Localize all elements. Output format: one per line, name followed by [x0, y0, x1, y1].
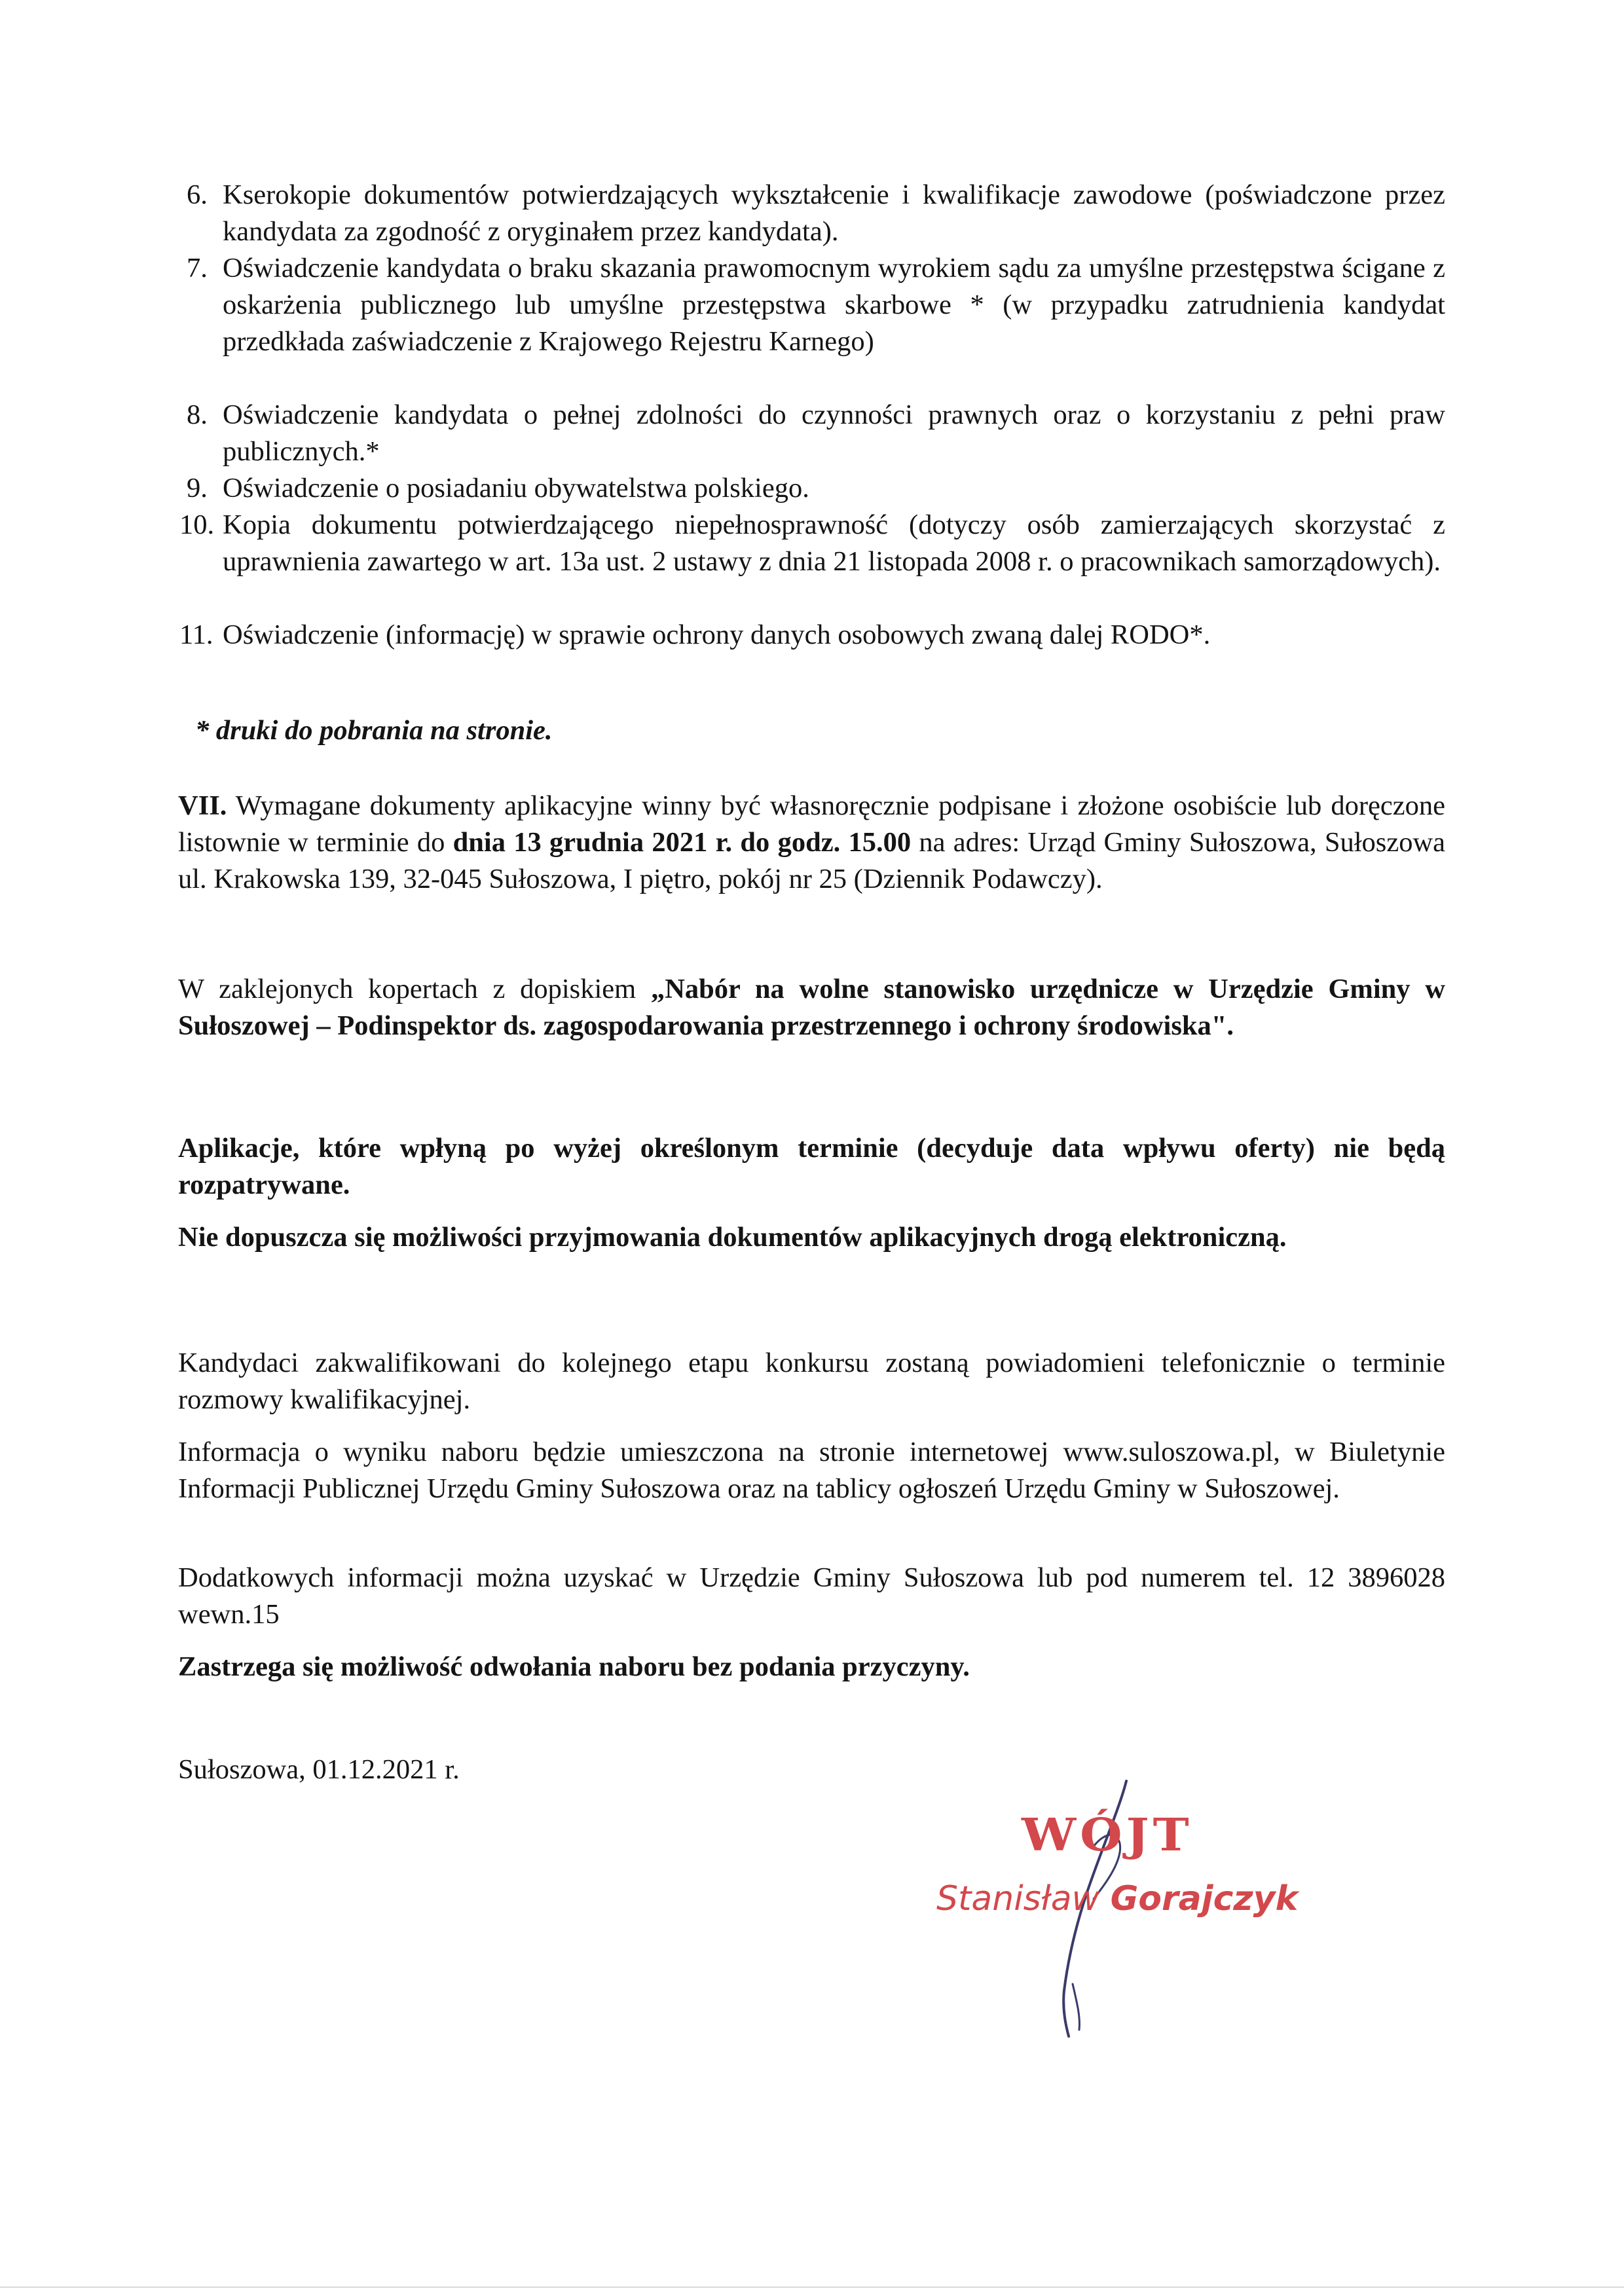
deadline: dnia 13 grudnia 2021 r. do godz. 15.00 [452, 827, 912, 858]
list-item-6 [178, 177, 1445, 250]
stamp-last-name: Gorajczyk [1110, 1879, 1299, 1919]
list-text: Kopia dokumentu potwierdzającego niepełnosprawność (dotyczy osób zamierzających skorzystać z uprawnienia zawartego w art. 13a ust. 2 ustawy z dnia 21 listopada 2008 r. o pracownikach samorządowych). [223, 509, 1445, 577]
stamp-title: WÓJT [1022, 1809, 1193, 1862]
section-vii [178, 788, 1445, 898]
scan-edge-line [0, 2286, 1624, 2288]
list-item-7 [178, 250, 1445, 397]
list-number: 10. [179, 509, 215, 540]
contact-info: Dodatkowych informacji można uzyskać w Urzędzie Gminy Sułoszowa lub pod numerem tel. 12 3896028 wewn.15 [178, 1562, 1445, 1630]
electronic-submission-notice: Nie dopuszcza się możliwości przyjmowania dokumentów aplikacyjnych drogą elektroniczną. [178, 1222, 1287, 1253]
list-number: 11. [179, 619, 213, 650]
list-text: Oświadczenie kandydata o braku skazania prawomocnym wyrokiem sądu za umyślne przestępstwa ścigane z oskarżenia publicznego lub umyślne przestępstwa skarbowe * (w przypadku zatrudnienia kandydat przedkłada zaświadczenie z Krajowego Rejestru Karnego) [223, 253, 1445, 357]
list-text: Oświadczenie (informację) w sprawie ochrony danych osobowych zwaną dalej RODO*. [223, 619, 1211, 650]
envelope-label: „Nabór na wolne stanowisko urzędnicze w Urzędzie Gminy w Sułoszowej – Podinspektor ds. zagospodarowania przestrzennego i ochrony środowiska". [178, 974, 1445, 1041]
list-item-11 [178, 617, 1445, 653]
results-info: Informacja o wyniku naboru będzie umieszczona na stronie internetowej www.suloszowa.pl, w Biuletynie Informacji Publicznej Urzędu Gminy Sułoszowa oraz na tablicy ogłoszeń Urzędu Gminy w Sułoszowej. [178, 1437, 1445, 1504]
list-number: 8. [187, 399, 208, 430]
list-text: Oświadczenie kandydata o pełnej zdolności do czynności prawnych oraz o korzystaniu z pełni praw publicznych.* [223, 399, 1445, 467]
section-label: VII. [178, 790, 227, 821]
list-number: 6. [187, 179, 208, 210]
stamp-name [936, 1879, 1298, 1919]
list-number: 9. [187, 473, 208, 504]
stamp-first-name: Stanisław [936, 1879, 1100, 1919]
list-item-8 [178, 397, 1445, 470]
late-applications-notice: Aplikacje, które wpłyną po wyżej określonym terminie (decyduje data wpływu oferty) nie będą rozpatrywane. [178, 1133, 1445, 1200]
list-text: Kserokopie dokumentów potwierdzających wykształcenie i kwalifikacje zawodowe (poświadczone przez kandydata za zgodność z oryginałem przez kandydata). [223, 179, 1445, 247]
place-date: Sułoszowa, 01.12.2021 r. [178, 1754, 460, 1785]
list-item-9 [178, 470, 1445, 507]
envelope-text: W zaklejonych kopertach z dopiskiem [178, 974, 651, 1004]
cancel-notice: Zastrzega się możliwość odwołania naboru bez podania przyczyny. [178, 1651, 970, 1682]
list-text: Oświadczenie o posiadaniu obywatelstwa polskiego. [223, 473, 809, 504]
candidates-info: Kandydaci zakwalifikowani do kolejnego etapu konkursu zostaną powiadomieni telefonicznie o terminie rozmowy kwalifikacyjnej. [178, 1348, 1445, 1415]
downloads-note: * druki do pobrania na stronie. [195, 715, 553, 746]
envelope-paragraph [178, 971, 1445, 1044]
section-text-2: na adres: Urząd Gminy Sułoszowa, Sułoszowa ul. Krakowska 139, 32-045 Sułoszowa, I piętro, pokój nr 25 (Dziennik Podawczy). [178, 827, 1446, 894]
list-item-10 [178, 507, 1445, 617]
section-text-1: Wymagane dokumenty aplikacyjne winny być własnoręcznie podpisane i złożone osobiście lub doręczone listownie w terminie do [178, 790, 1445, 858]
list-number: 7. [187, 253, 208, 284]
